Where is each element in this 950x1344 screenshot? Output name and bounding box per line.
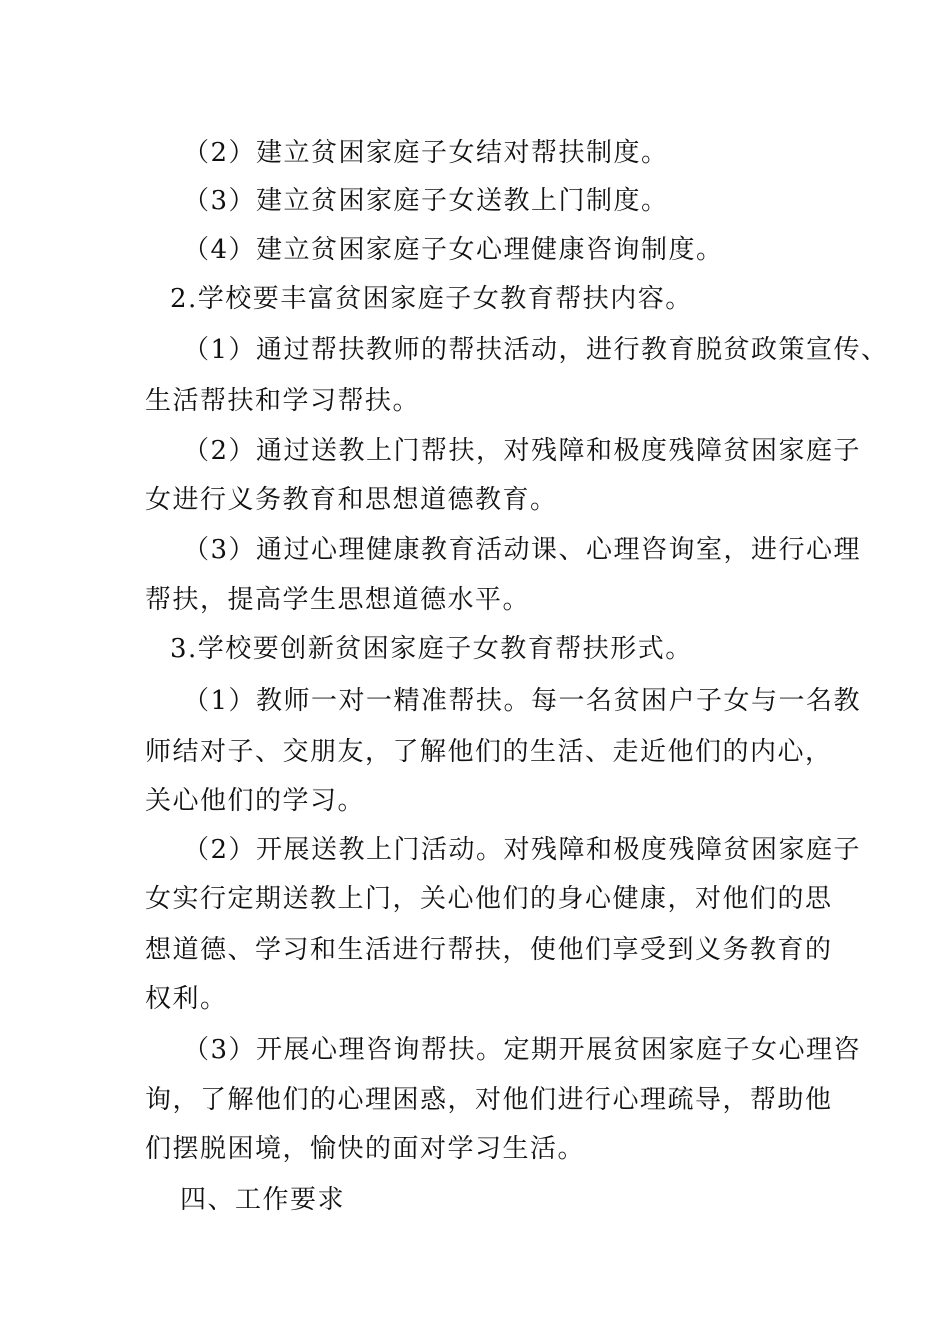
text-line: 们摆脱困境，愉快的面对学习生活。 — [145, 1134, 586, 1164]
text-line: （3）建立贫困家庭子女送教上门制度。 — [183, 186, 669, 216]
text-line: 关心他们的学习。 — [145, 786, 366, 816]
text-line: 询，了解他们的心理困惑，对他们进行心理疏导，帮助他 — [145, 1085, 833, 1115]
text-line: 想道德、学习和生活进行帮扶，使他们享受到义务教育的 — [145, 935, 833, 965]
text-line: （2）建立贫困家庭子女结对帮扶制度。 — [183, 138, 669, 168]
text-line: （4）建立贫困家庭子女心理健康咨询制度。 — [183, 235, 724, 265]
text-line: （2）通过送教上门帮扶，对残障和极度残障贫困家庭子 — [183, 436, 862, 466]
text-line: 女实行定期送教上门，关心他们的身心健康，对他们的思 — [145, 884, 833, 914]
text-line: （2）开展送教上门活动。对残障和极度残障贫困家庭子 — [183, 835, 862, 865]
text-line: （3）开展心理咨询帮扶。定期开展贫困家庭子女心理咨 — [183, 1035, 862, 1065]
text-line: 生活帮扶和学习帮扶。 — [145, 386, 421, 416]
section-heading: 3.学校要创新贫困家庭子女教育帮扶形式。 — [170, 634, 693, 664]
text-line: （1）通过帮扶教师的帮扶活动，进行教育脱贫政策宣传、 — [183, 335, 889, 365]
text-line: （1）教师一对一精准帮扶。每一名贫困户子女与一名教 — [183, 686, 862, 716]
text-line: 帮扶，提高学生思想道德水平。 — [145, 585, 531, 615]
text-line: 女进行义务教育和思想道德教育。 — [145, 485, 558, 515]
text-line: 师结对子、交朋友，了解他们的生活、走近他们的内心， — [145, 737, 833, 767]
text-line: （3）通过心理健康教育活动课、心理咨询室，进行心理 — [183, 535, 862, 565]
text-line: 权利。 — [145, 984, 228, 1014]
section-heading: 四、工作要求 — [180, 1185, 346, 1215]
section-heading: 2.学校要丰富贫困家庭子女教育帮扶内容。 — [170, 284, 693, 314]
